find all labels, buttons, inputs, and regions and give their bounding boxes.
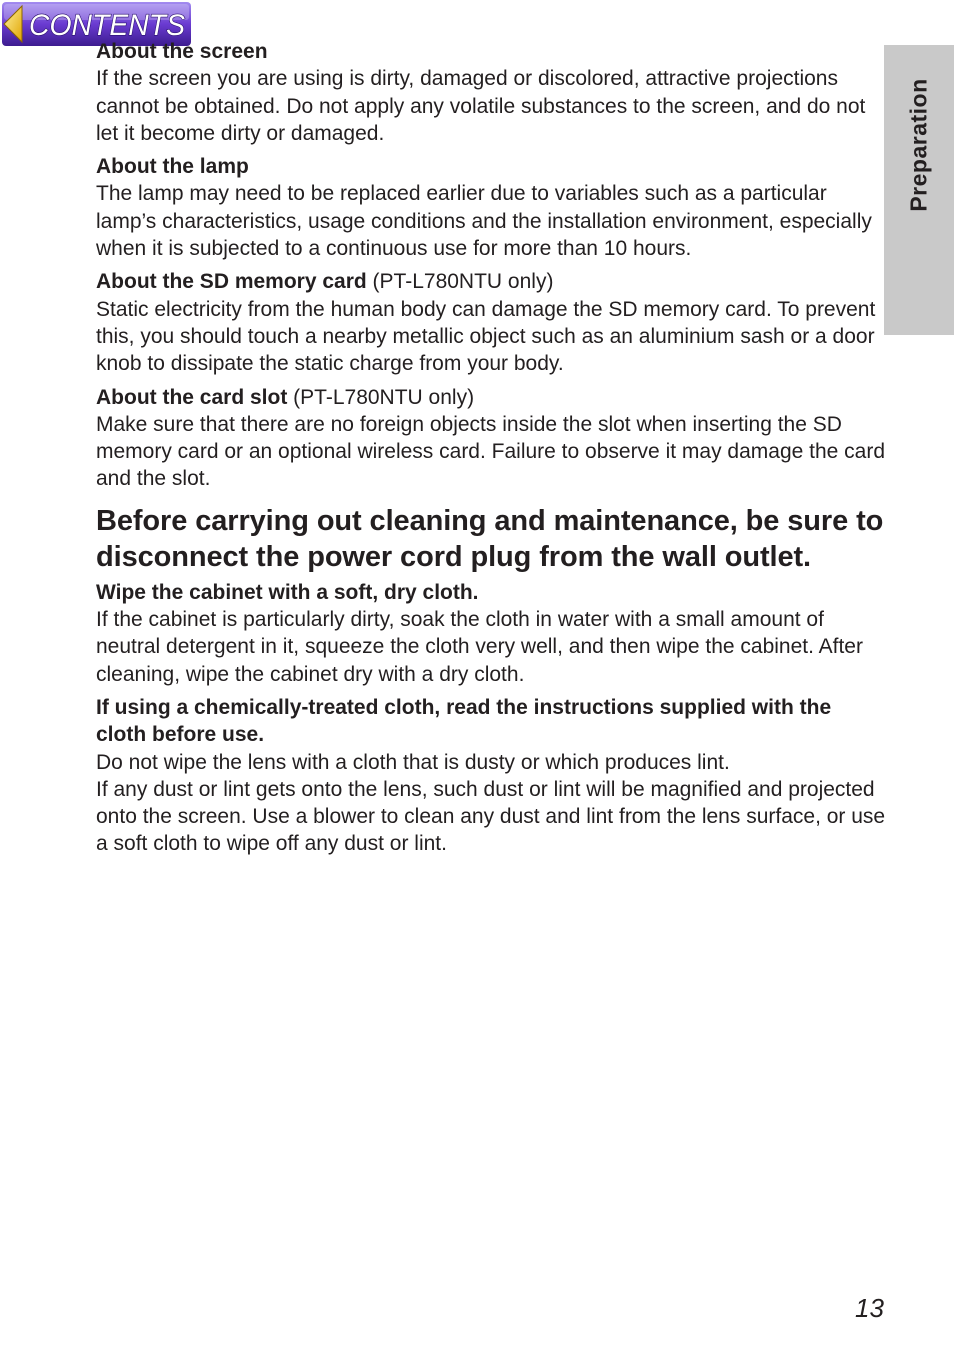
chapter-tab-label: Preparation <box>905 78 932 212</box>
section-title: About the SD memory card (PT-L780NTU only) <box>96 270 554 294</box>
section-wipe-cabinet <box>96 579 886 688</box>
section-body: If the cabinet is particularly dirty, soak the cloth in water with a small amount of neutral detergent in it, squeeze the cloth very well, and then wipe the cabinet. After cleaning, wipe the cabinet dry with a dry cloth. <box>96 608 863 686</box>
section-body: Static electricity from the human body can damage the SD memory card. To prevent this, you should touch a nearby metallic object such as an aluminium sash or a door knob to dissipate the static charge from your body. <box>96 297 876 376</box>
section-body: Make sure that there are no foreign objects inside the slot when inserting the SD memory card or an optional wireless card. Failure to observe it may damage the card and the slot. <box>96 412 886 491</box>
section-about-screen <box>96 38 886 147</box>
section-chemical-cloth <box>96 694 886 858</box>
section-title: Wipe the cabinet with a soft, dry cloth. <box>96 580 479 604</box>
contents-button-label: CONTENTS <box>29 9 185 42</box>
section-title: About the screen <box>96 40 268 63</box>
section-about-card-slot <box>96 384 886 493</box>
section-body: If any dust or lint gets onto the lens, such dust or lint will be magnified and projected onto the screen. Use a blower to clean any dust and lint from the lens surface, or use a soft cloth to wipe off any dust or lint. <box>96 777 886 856</box>
chapter-tab <box>884 45 954 335</box>
page-content <box>96 38 886 864</box>
section-body: If the screen you are using is dirty, damaged or discolored, attractive projections cannot be obtained. Do not apply any volatile substances to the screen, and do not let it become dirty or damaged. <box>96 67 866 145</box>
section-body: Do not wipe the lens with a cloth that is dusty or which produces lint. <box>96 750 730 774</box>
page-number: 13 <box>855 1293 884 1323</box>
section-about-lamp <box>96 153 886 262</box>
section-title: About the card slot (PT-L780NTU only) <box>96 385 475 409</box>
section-title: About the lamp <box>96 155 249 179</box>
cleaning-warning-heading: Before carrying out cleaning and maintenance, be sure to disconnect the power cord plug from the wall outlet. <box>96 504 884 573</box>
section-about-sd-card <box>96 268 886 377</box>
section-title: If using a chemically-treated cloth, read the instructions supplied with the cloth before use. <box>96 695 832 747</box>
section-body: The lamp may need to be replaced earlier due to variables such as a particular lamp’s characteristics, usage conditions and the installation environment, especially when it is subjected to a continuous use for more than 10 hours. <box>96 182 872 261</box>
